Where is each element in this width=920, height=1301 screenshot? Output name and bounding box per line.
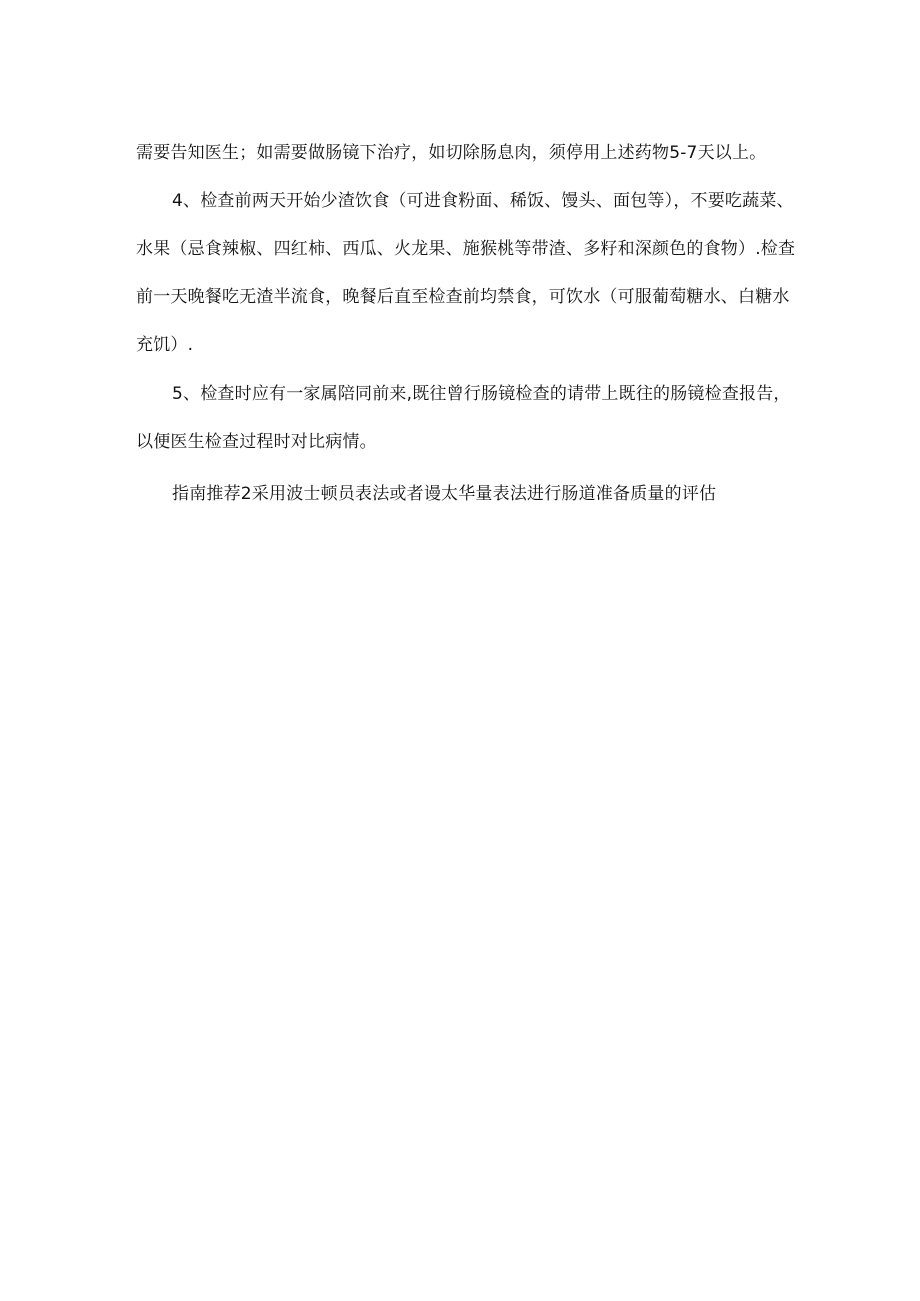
paragraph-2-line-4: 充饥）. (136, 335, 194, 355)
paragraph-4-line-1: 指南推荐2采用波士顿员表法或者谩太华量表法进行肠道准备质量的评估 (172, 484, 717, 504)
paragraph-2-line-3: 前一天晚餐吃无渣半流食，晚餐后直至检查前均禁食，可饮水（可服葡萄糖水、白糖水 (136, 287, 790, 307)
paragraph-3-line-2: 以便医生检查过程时对比病情。 (136, 432, 377, 452)
paragraph-3-line-1: 5、检查时应有一家属陪同前来,既往曾行肠镜检查的请带上既往的肠镜检查报告， (172, 384, 791, 404)
paragraph-2-line-1: 4、检查前两天开始少渣饮食（可进食粉面、稀饭、馒头、面包等），不要吃蔬菜、 (172, 191, 794, 211)
paragraph-2-line-2: 水果（忌食辣椒、四红柿、西瓜、火龙果、施猴桃等带渣、多籽和深颜色的食物）.检查 (136, 239, 796, 259)
paragraph-1-line-1: 需要告知医生；如需要做肠镜下治疗，如切除肠息肉，须停用上述药物5-7天以上。 (136, 143, 767, 163)
